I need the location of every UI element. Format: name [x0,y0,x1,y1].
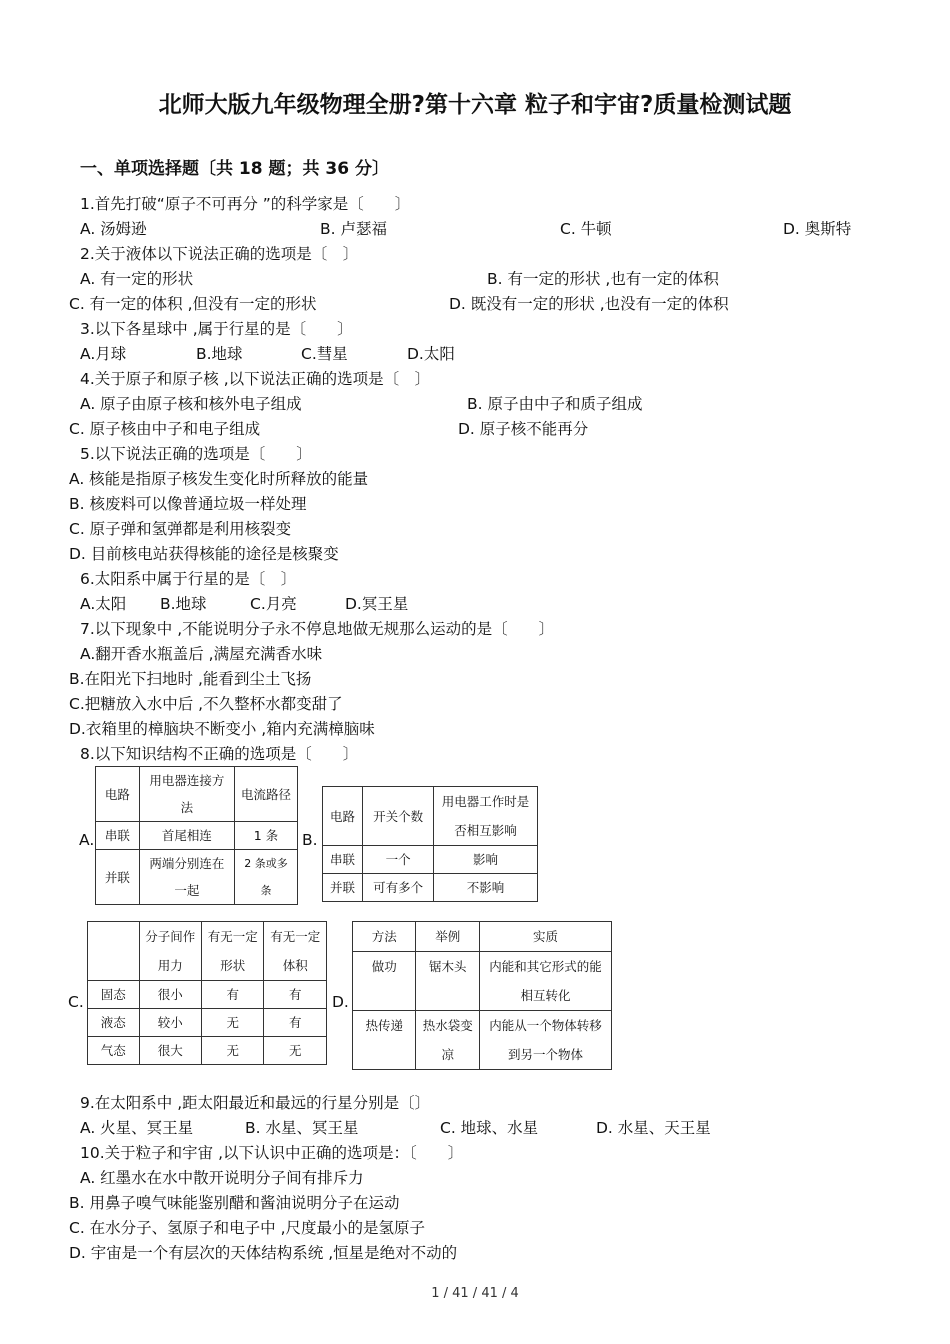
question-1-option-c: C. 牛顿 [560,220,612,238]
question-10-option-d: D. 宇宙是一个有层次的天体结构系统 ,恒星是绝对不动的 [69,1244,458,1262]
question-5-stem: 5.以下说法正确的选项是〔 〕 [80,445,312,463]
table-cell: 并联 [96,850,140,905]
question-10-option-a: A. 红墨水在水中散开说明分子间有排斥力 [80,1169,364,1187]
table-cell: 内能从一个物体转移到另一个物体 [479,1011,611,1070]
table-cell: 无 [202,1009,264,1037]
question-9-option-d: D. 水星、天王星 [596,1119,711,1137]
question-3-stem: 3.以下各星球中 ,属于行星的是〔 〕 [80,320,353,338]
question-3-option-c: C.彗星 [301,345,348,363]
question-4-option-c: C. 原子核由中子和电子组成 [69,420,261,438]
table-row [353,952,612,1011]
question-2-option-d: D. 既没有一定的形状 ,也没有一定的体积 [449,295,729,313]
question-8-stem: 8.以下知识结构不正确的选项是〔 〕 [80,745,359,763]
question-3-option-d: D.太阳 [407,345,455,363]
section-heading: 一、单项选择题〔共 18 题；共 36 分〕 [80,159,389,179]
table-cell: 电路 [323,787,363,846]
question-8-label-c: C. [68,993,84,1011]
table-cell: 锯木头 [416,952,479,1011]
page-number: 1 / 41 / 41 / 4 [431,1286,519,1301]
table-row [96,850,298,905]
question-1-option-a: A. 汤姆逊 [80,220,147,238]
question-7-option-d: D.衣箱里的樟脑块不断变小 ,箱内充满樟脑味 [69,720,375,738]
table-cell: 用电器连接方法 [139,767,234,822]
question-6-stem: 6.太阳系中属于行星的是〔 〕 [80,570,297,588]
question-4-stem: 4.关于原子和原子核 ,以下说法正确的选项是〔 〕 [80,370,431,388]
table-cell: 有 [202,981,264,1009]
table-row [353,1011,612,1070]
table-cell: 热传递 [353,1011,416,1070]
table-cell: 首尾相连 [139,822,234,850]
question-7-option-c: C.把糖放入水中后 ,不久整杯水都变甜了 [69,695,343,713]
question-5-option-a: A. 核能是指原子核发生变化时所释放的能量 [69,470,369,488]
question-6-option-a: A.太阳 [80,595,127,613]
table-cell: 较小 [139,1009,201,1037]
table-cell: 影响 [434,846,538,874]
table-cell: 不影响 [434,874,538,902]
table-row [96,822,298,850]
question-9-option-a: A. 火星、冥王星 [80,1119,194,1137]
table-cell: 串联 [96,822,140,850]
table-cell: 1 条 [234,822,297,850]
table-row [323,846,538,874]
question-2-option-a: A. 有一定的形状 [80,270,194,288]
table-d [352,921,612,1070]
table-cell: 有 [264,1009,327,1037]
table-row [88,1009,327,1037]
table-cell: 并联 [323,874,363,902]
table-cell: 做功 [353,952,416,1011]
question-8-label-a: A. [79,831,95,849]
table-cell: 用电器工作时是否相互影响 [434,787,538,846]
table-cell: 举例 [416,922,479,952]
question-5-option-c: C. 原子弹和氢弹都是利用核裂变 [69,520,292,538]
question-9-option-b: B. 水星、冥王星 [245,1119,359,1137]
question-10-option-b: B. 用鼻子嗅气味能鉴别醋和酱油说明分子在运动 [69,1194,400,1212]
table-cell: 内能和其它形式的能相互转化 [479,952,611,1011]
table-c [87,921,327,1065]
question-1-option-d: D. 奥斯特 [783,220,852,238]
question-10-stem: 10.关于粒子和宇宙 ,以下认识中正确的选项是：〔 〕 [80,1144,464,1162]
question-9-option-c: C. 地球、水星 [440,1119,539,1137]
question-2-stem: 2.关于液体以下说法正确的选项是〔 〕 [80,245,359,263]
question-4-option-b: B. 原子由中子和质子组成 [467,395,643,413]
question-5-option-b: B. 核废料可以像普通垃圾一样处理 [69,495,307,513]
table-cell: 分子间作用力 [139,922,201,981]
table-cell: 很大 [139,1037,201,1065]
question-7-option-b: B.在阳光下扫地时 ,能看到尘土飞扬 [69,670,312,688]
table-cell: 热水袋变凉 [416,1011,479,1070]
question-8-label-d: D. [332,993,349,1011]
question-3-option-b: B.地球 [196,345,243,363]
table-row [353,922,612,952]
table-cell: 电流路径 [234,767,297,822]
question-8-label-b: B. [302,831,318,849]
table-row [323,787,538,846]
table-a [95,766,298,905]
table-row [88,922,327,981]
table-cell: 2 条或多条 [234,850,297,905]
table-cell: 可有多个 [363,874,434,902]
question-2-option-c: C. 有一定的体积 ,但没有一定的形状 [69,295,317,313]
question-7-option-a: A.翻开香水瓶盖后 ,满屋充满香水味 [80,645,323,663]
table-row [88,1037,327,1065]
question-6-option-c: C.月亮 [250,595,297,613]
table-cell: 串联 [323,846,363,874]
table-cell: 一个 [363,846,434,874]
table-cell: 有无一定体积 [264,922,327,981]
table-cell: 无 [202,1037,264,1065]
question-3-option-a: A.月球 [80,345,127,363]
question-2-option-b: B. 有一定的形状 ,也有一定的体积 [487,270,719,288]
table-cell: 两端分别连在一起 [139,850,234,905]
table-row [96,767,298,822]
table-cell: 液态 [88,1009,140,1037]
question-1-option-b: B. 卢瑟福 [320,220,387,238]
document-title: 北师大版九年级物理全册?第十六章 粒子和宇宙?质量检测试题 [158,92,792,118]
table-cell: 有无一定形状 [202,922,264,981]
question-6-option-d: D.冥王星 [345,595,409,613]
question-4-option-a: A. 原子由原子核和核外电子组成 [80,395,302,413]
question-5-option-d: D. 目前核电站获得核能的途径是核聚变 [69,545,339,563]
table-cell: 电路 [96,767,140,822]
table-cell: 有 [264,981,327,1009]
question-7-stem: 7.以下现象中 ,不能说明分子永不停息地做无规那么运动的是〔 〕 [80,620,555,638]
table-cell: 实质 [479,922,611,952]
question-1-stem: 1.首先打破“原子不可再分 ”的科学家是〔 〕 [80,195,411,213]
table-cell: 开关个数 [363,787,434,846]
question-4-option-d: D. 原子核不能再分 [458,420,589,438]
question-9-stem: 9.在太阳系中 ,距太阳最近和最远的行星分别是〔〕 [80,1094,431,1112]
table-cell: 很小 [139,981,201,1009]
table-row [88,981,327,1009]
table-b [322,786,538,902]
question-10-option-c: C. 在水分子、氢原子和电子中 ,尺度最小的是氢原子 [69,1219,426,1237]
question-6-option-b: B.地球 [160,595,207,613]
table-cell: 气态 [88,1037,140,1065]
table-cell: 无 [264,1037,327,1065]
table-row [323,874,538,902]
table-cell: 固态 [88,981,140,1009]
table-cell: 方法 [353,922,416,952]
table-cell [88,922,140,981]
